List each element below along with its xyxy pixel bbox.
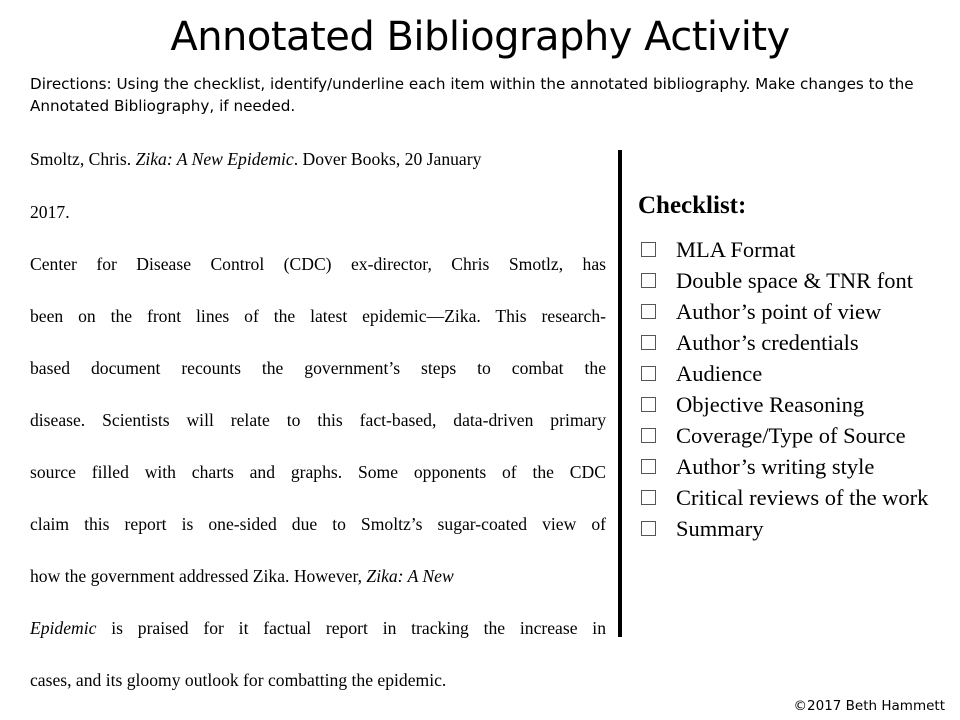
checkbox[interactable] <box>641 273 656 288</box>
citation-year: 2017. <box>30 202 70 222</box>
citation-publisher: . Dover Books, 20 January <box>293 149 482 169</box>
annotation-line: cases, and its gloomy outlook for combatting the epidemic. <box>30 670 447 690</box>
annotation-line: Center for Disease Control (CDC) ex-director, Chris Smotlz, has <box>30 254 606 274</box>
checkbox[interactable] <box>641 366 656 381</box>
citation-author: Smoltz, Chris. <box>30 149 136 169</box>
checklist-item[interactable] <box>638 389 958 420</box>
checklist-item[interactable] <box>638 451 958 482</box>
directions-text: Directions: Using the checklist, identify/underline each item within the annotated bibliography. Make changes to the Annotated Bibliography, if needed. <box>30 75 914 115</box>
checklist-item[interactable] <box>638 265 958 296</box>
checkbox[interactable] <box>641 459 656 474</box>
annotation-line: based document recounts the government’s steps to combat the <box>30 358 606 378</box>
checklist-item-label: Author’s writing style <box>676 453 875 479</box>
checklist-item-label: Author’s credentials <box>676 329 859 355</box>
checklist-item-label: Coverage/Type of Source <box>676 422 906 448</box>
checkbox[interactable] <box>641 521 656 536</box>
citation-title: Zika: A New Epidemic <box>135 149 294 169</box>
citation-line <box>30 146 481 172</box>
checklist-item-label: Summary <box>676 515 764 541</box>
annotation-line: been on the front lines of the latest epidemic—Zika. This research- <box>30 306 606 326</box>
checklist-item[interactable] <box>638 420 958 451</box>
checklist-item[interactable] <box>638 513 958 544</box>
checklist-panel <box>638 188 958 544</box>
checkbox[interactable] <box>641 397 656 412</box>
checklist-item[interactable] <box>638 234 958 265</box>
annotation-line: source filled with charts and graphs. Some opponents of the CDC <box>30 462 606 482</box>
checklist-item[interactable] <box>638 327 958 358</box>
annotation-line: disease. Scientists will relate to this fact-based, data-driven primary <box>30 410 606 430</box>
annotation-line: claim this report is one-sided due to Smoltz’s sugar-coated view of <box>30 514 606 534</box>
annotation-title-italic: Zika: A New <box>366 566 454 586</box>
checklist-item[interactable] <box>638 296 958 327</box>
page-title: Annotated Bibliography Activity <box>170 14 790 60</box>
annotation-text: how the government addressed Zika. However, <box>30 566 367 586</box>
checklist-item-label: Author’s point of view <box>676 298 882 324</box>
annotation-title-italic: Epidemic <box>30 618 97 638</box>
checklist-item[interactable] <box>638 482 958 513</box>
checklist-item-label: Objective Reasoning <box>676 391 865 417</box>
vertical-divider <box>618 150 622 637</box>
checkbox[interactable] <box>641 490 656 505</box>
checklist-heading: Checklist: <box>638 192 747 219</box>
annotation-line <box>30 615 606 641</box>
copyright-notice: ©2017 Beth Hammett <box>793 698 945 714</box>
annotation-text: is praised for it factual report in tracking the increase in <box>96 618 606 638</box>
annotation-line <box>30 563 454 589</box>
checkbox[interactable] <box>641 428 656 443</box>
checklist-item-label: Audience <box>676 360 763 386</box>
checklist-item-label: MLA Format <box>676 236 796 262</box>
checklist-item-label: Double space & TNR font <box>676 267 914 293</box>
checkbox[interactable] <box>641 304 656 319</box>
checklist-item[interactable] <box>638 358 958 389</box>
checkbox[interactable] <box>641 242 656 257</box>
checklist-item-label: Critical reviews of the work <box>676 484 929 510</box>
checkbox[interactable] <box>641 335 656 350</box>
